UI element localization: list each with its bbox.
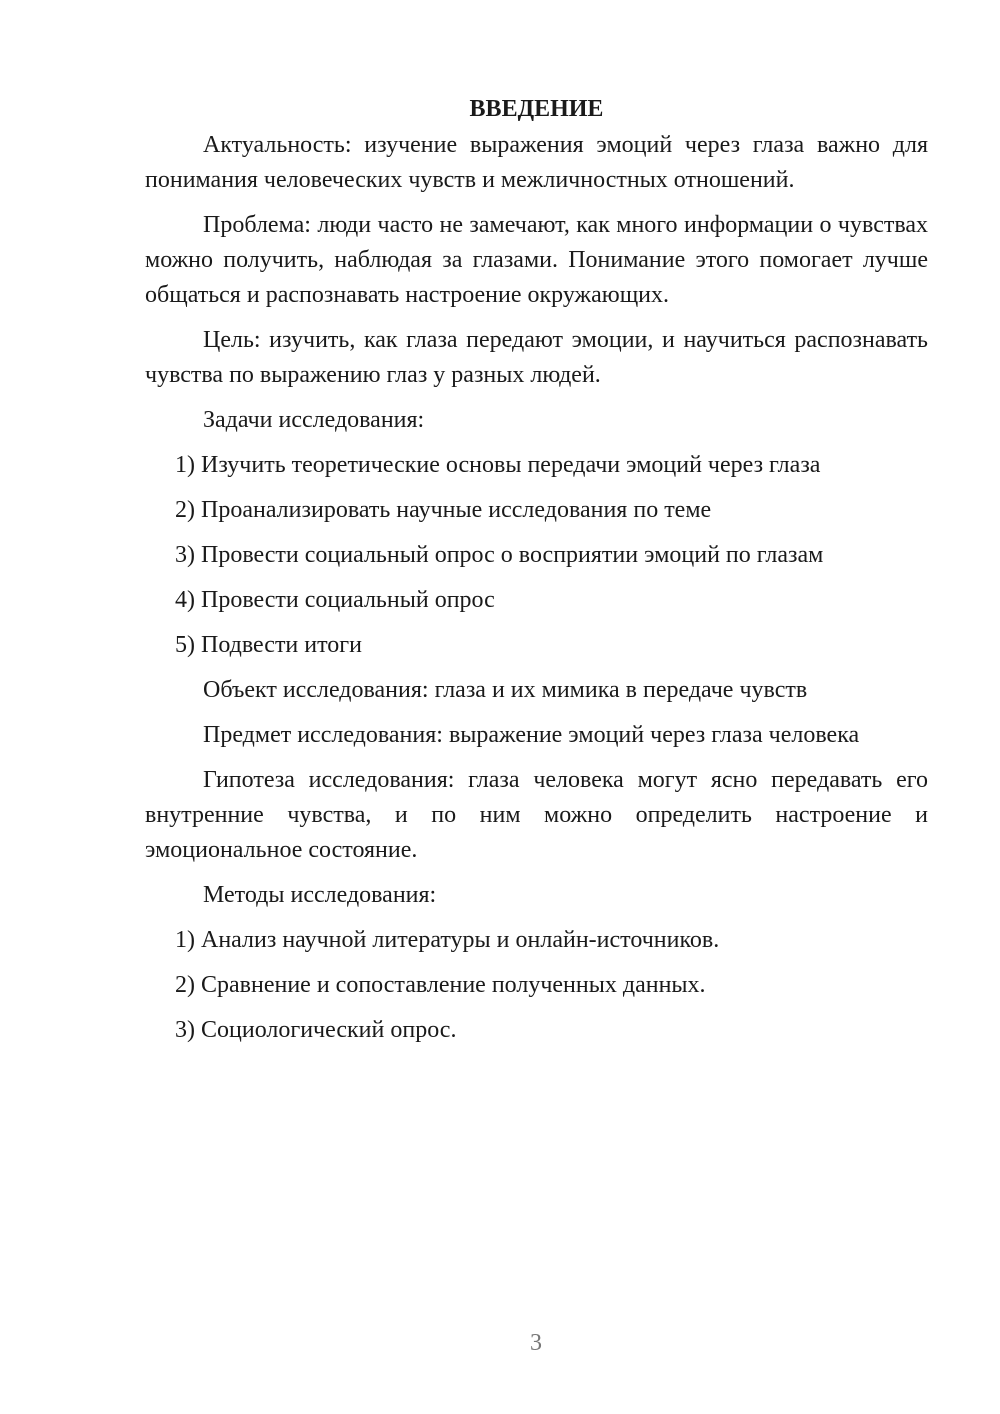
tasks-heading: Задачи исследования: <box>203 407 425 433</box>
task-item: 5) Подвести итоги <box>175 632 362 658</box>
task-item: 3) Провести социальный опрос о восприятии эмоций по глазам <box>175 542 824 568</box>
method-item: 2) Сравнение и сопоставление полученных данных. <box>175 972 706 998</box>
subject-paragraph: Предмет исследования: выражение эмоций через глаза человека <box>203 722 860 748</box>
method-item: 3) Социологический опрос. <box>175 1017 457 1043</box>
task-item: 4) Провести социальный опрос <box>175 587 495 613</box>
goal-paragraph: Цель: изучить, как глаза передают эмоции, и научиться распознавать чувства по выражению глаз у разных людей. <box>145 327 928 388</box>
document-body <box>145 92 928 1048</box>
document-title: ВВЕДЕНИЕ <box>469 96 604 122</box>
task-item: 1) Изучить теоретические основы передачи эмоций через глаза <box>175 452 821 478</box>
page-number: 3 <box>530 1330 542 1356</box>
problem-paragraph: Проблема: люди часто не замечают, как много информации о чувствах можно получить, наблюдая за глазами. Понимание этого помогает лучше общаться и распознавать настроение окружающих. <box>145 212 928 308</box>
hypothesis-paragraph: Гипотеза исследования: глаза человека могут ясно передавать его внутренние чувства, и по ним можно определить настроение и эмоциональное состояние. <box>145 767 928 863</box>
relevance-paragraph: Актуальность: изучение выражения эмоций через глаза важно для понимания человеческих чувств и межличностных отношений. <box>145 132 928 193</box>
object-paragraph: Объект исследования: глаза и их мимика в передаче чувств <box>203 677 808 703</box>
methods-heading: Методы исследования: <box>203 882 437 908</box>
method-item: 1) Анализ научной литературы и онлайн-источников. <box>175 927 720 953</box>
task-item: 2) Проанализировать научные исследования по теме <box>175 497 712 523</box>
